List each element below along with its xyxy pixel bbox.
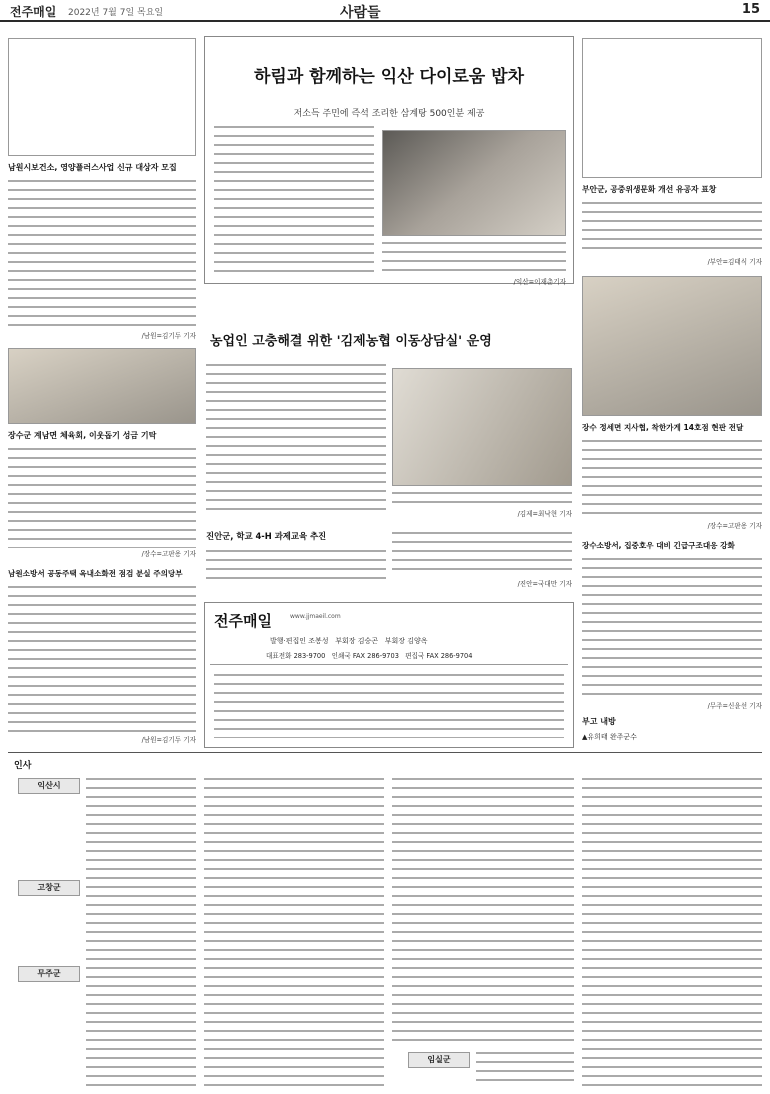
- issue-date: 2022년 7월 7일 목요일: [68, 8, 164, 18]
- article-body: [382, 240, 566, 272]
- notice-title: 부고 내방: [582, 717, 616, 726]
- article-body: [8, 584, 196, 732]
- article-body: [8, 446, 196, 548]
- colophon-paper: 전주매일: [214, 612, 272, 630]
- personnel-list: [582, 776, 762, 1086]
- article-headline: 농업인 고충해결 위한 '김제농협 이동상담실' 운영: [210, 334, 492, 349]
- colophon-url: www.jjmaeil.com: [290, 613, 341, 620]
- personnel-list: [476, 1050, 574, 1086]
- main-subhead: 저소득 주민에 즉석 조리한 삼계탕 500인분 제공: [293, 109, 485, 119]
- region-tag: 고창군: [18, 880, 80, 896]
- article-byline: /장수=고판용 기자: [707, 522, 762, 530]
- article-byline: /장수=고판용 기자: [141, 550, 196, 558]
- article-body: [206, 362, 386, 512]
- paper-name: 전주매일: [10, 5, 57, 19]
- article-byline: /무주=신윤선 기자: [707, 702, 762, 710]
- article-body: [582, 438, 762, 518]
- article-headline: 진안군, 학교 4-H 과제교육 추진: [206, 531, 327, 541]
- region-tag: 임실군: [408, 1052, 470, 1068]
- article-headline: 남원소방서 공동주택 옥내소화전 점검 분실 주의당부: [8, 569, 183, 578]
- main-headline: 하림과 함께하는 익산 다이로움 밥차: [253, 67, 524, 87]
- colophon-phones: 대표전화 283-9700 인쇄국 FAX 286-9703 편집국 FAX 286-9704: [266, 652, 473, 660]
- personnel-title: 인사: [14, 761, 32, 771]
- personnel-list: [204, 776, 384, 1086]
- article-body: [206, 548, 386, 586]
- article-headline: 장수군 계남면 체육회, 이웃돕기 성금 기탁: [8, 431, 157, 440]
- colophon-directory: [214, 672, 564, 738]
- article-byline: /김제=최낙현 기자: [517, 510, 572, 518]
- article-photo: [382, 130, 566, 236]
- article-byline: /익산=이재춘기자: [513, 278, 566, 286]
- article-photo: [582, 38, 762, 178]
- article-photo: [582, 276, 762, 416]
- article-headline: 부안군, 공중위생문화 개선 유공자 표창: [582, 185, 717, 194]
- article-byline: /진안=국대만 기자: [517, 580, 572, 588]
- region-tag: 익산시: [18, 778, 80, 794]
- notice-line: ▲유희태 완주군수: [582, 733, 637, 741]
- article-body: [392, 490, 572, 508]
- article-headline: 남원시보건소, 영양플러스사업 신규 대상자 모집: [8, 163, 177, 172]
- article-headline: 장수 정세면 지사협, 착한가게 14호점 현판 전달: [582, 423, 744, 432]
- article-byline: /부안=김태식 기자: [707, 258, 762, 266]
- personnel-list: [86, 776, 196, 1086]
- article-body: [582, 556, 762, 696]
- article-headline: 장수소방서, 집중호우 대비 긴급구조대응 강화: [582, 541, 735, 550]
- article-photo: [392, 368, 572, 486]
- personnel-list: [392, 776, 574, 1048]
- section-title: 사람들: [340, 5, 381, 21]
- page-number: 15: [741, 2, 760, 17]
- article-body: [582, 200, 762, 254]
- article-body: [214, 124, 374, 276]
- colophon-staff: 발행·편집인 조봉성 부회장 김승곤 부회장 김양옥: [270, 637, 428, 645]
- article-byline: /남원=김기두 기자: [141, 332, 196, 340]
- article-byline: /남원=김기두 기자: [141, 736, 196, 744]
- article-body: [8, 178, 196, 328]
- region-tag: 무주군: [18, 966, 80, 982]
- article-photo: [8, 38, 196, 156]
- masthead: [0, 0, 770, 22]
- article-body: [392, 530, 572, 576]
- article-photo: [8, 348, 196, 424]
